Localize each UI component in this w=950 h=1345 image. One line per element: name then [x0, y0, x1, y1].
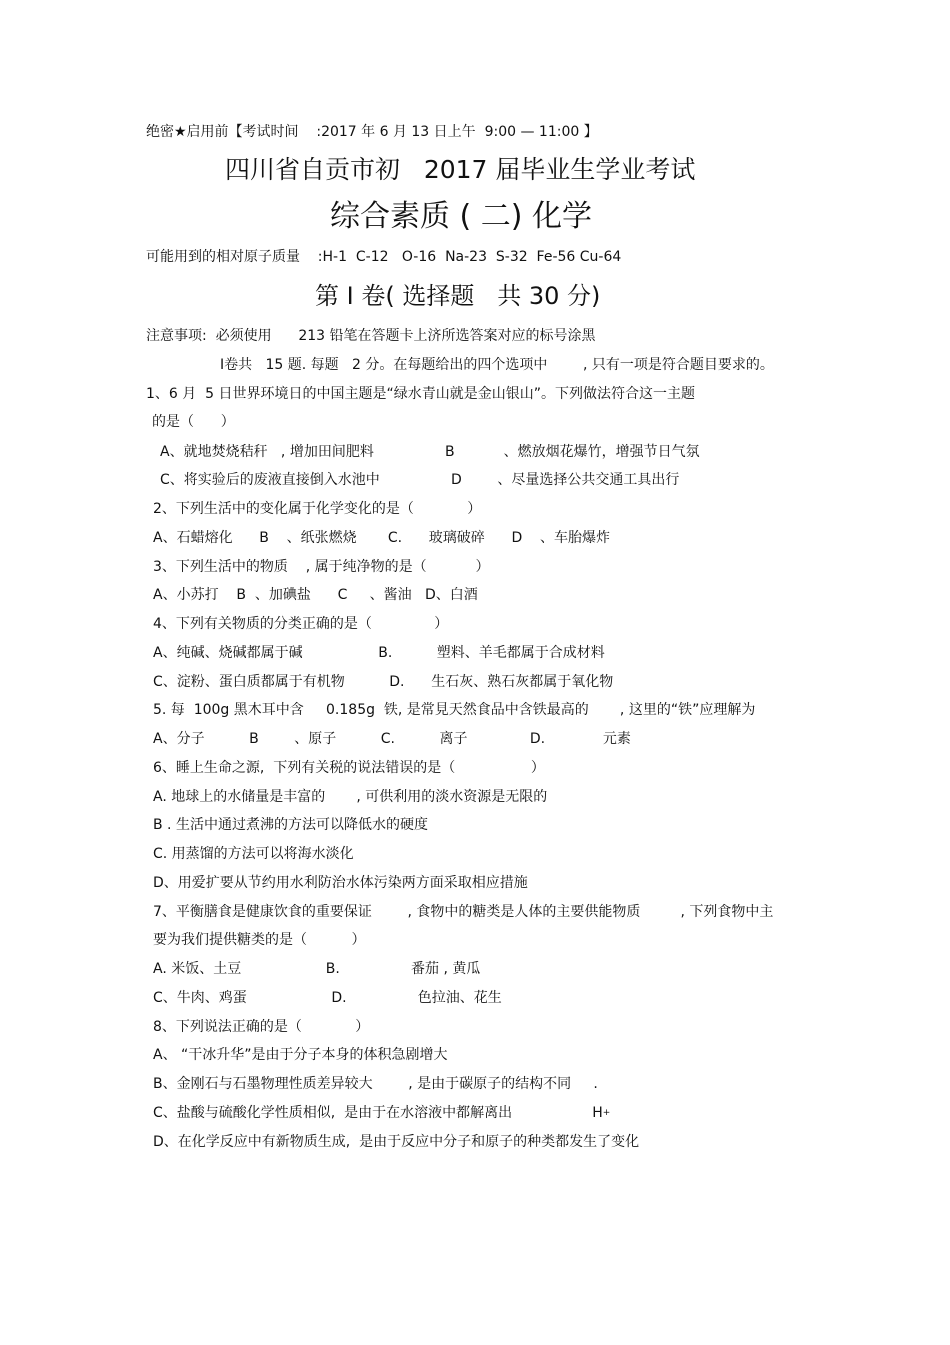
question-8-option-a: A、 “干冰升华”是由于分子本身的体积急剧增大: [153, 1047, 448, 1063]
question-5-options: A、分子 B 、原子 C. 离子 D. 元素: [153, 731, 631, 747]
question-6-option-c: C. 用蒸馏的方法可以将海水淡化: [153, 846, 354, 862]
question-7-stem-cont: 要为我们提供糖类的是（ ）: [153, 932, 366, 948]
section-title: 第 Ⅰ 卷( 选择题 共 30 分): [315, 282, 601, 310]
question-1-stem-cont: 的是（ ）: [152, 414, 235, 430]
instructions-line-1: 注意事项: 必须使用 213 铅笔在答题卡上济所选答案对应的标号涂黑: [146, 328, 596, 344]
question-4-options-ab: A、纯碱、烧碱都属于碱 B. 塑料、羊毛都属于合成材料: [153, 645, 605, 661]
question-8-stem: 8、下列说法正确的是（ ）: [153, 1019, 370, 1035]
question-1-options-ab: A、就地焚烧秸秆 , 增加田间肥料 B 、燃放烟花爆竹，增强节日气氛: [160, 444, 700, 460]
question-6-stem: 6、睡上生命之源, 下列有关税的说法错误的是（ ）: [153, 760, 545, 776]
question-7-options-ab: A. 米饭、土豆 B. 番茄 , 黄瓜: [153, 961, 481, 977]
question-5-stem: 5. 每 100g 黑木耳中含 0.185g 铁, 是常見天然食品中含铁最高的 , 这里的“铁”应理解为: [153, 702, 756, 718]
confidential-notice: 绝密★启用前【考试时间 :2017 年 6 月 13 日上午 9:00 — 11:00 】: [146, 124, 598, 140]
question-4-stem: 4、下列有关物质的分类正确的是（ ）: [153, 616, 449, 632]
question-2-stem: 2、下列生活中的变化属于化学变化的是（ ）: [153, 501, 482, 517]
question-1-stem: 1、6 月 5 日世界环境日的中国主题是“绿水青山就是金山银山”。下列做法符合这一主题: [146, 386, 696, 402]
question-3-stem: 3、下列生活中的物质 , 属于纯净物的是（ ）: [153, 559, 490, 575]
question-7-stem: 7、平衡膳食是健康饮食的重要保证 , 食物中的糖类是人体的主要供能物质 , 下列食物中主: [153, 904, 774, 920]
question-8-option-b: B、金刚石与石墨物理性质差异较大 , 是由于碳原子的结构不同 .: [153, 1076, 598, 1092]
exam-title: 四川省自贡市初 2017 届毕业生学业考试: [225, 155, 696, 184]
question-7-options-cd: C、牛肉、鸡蛋 D. 色拉油、花生: [153, 990, 502, 1006]
question-6-option-d: D、用爱扩要从节约用水利防治水体污染两方面采取相应措施: [153, 875, 528, 891]
hydrogen-ion-charge: +: [602, 1108, 611, 1118]
question-3-options: A、小苏打 B 、加碘盐 C 、酱油 D、白酒: [153, 587, 478, 603]
question-6-option-b: B . 生活中通过煮沸的方法可以降低水的硬度: [153, 817, 428, 833]
atomic-masses: 可能用到的相对原子质量 :H-1 C-12 O-16 Na-23 S-32 Fe-56 Cu-64: [146, 249, 622, 265]
question-1-options-cd: C、将实验后的废液直接倒入水池中 D 、尽量选择公共交通工具出行: [160, 472, 680, 488]
question-2-options: A、石蜡熔化 B 、纸张燃烧 C. 玻璃破碎 D 、车胎爆炸: [153, 530, 611, 546]
question-8-option-d: D、在化学反应中有新物质生成, 是由于反应中分子和原子的种类都发生了变化: [153, 1134, 640, 1150]
question-6-option-a: A. 地球上的水储量是丰富的 , 可供利用的淡水资源是无限的: [153, 789, 548, 805]
exam-subtitle: 综合素质 ( 二) 化学: [330, 199, 593, 234]
question-4-options-cd: C、淀粉、蛋白质都属于有机物 D. 生石灰、熟石灰都属于氧化物: [153, 674, 614, 690]
question-8-option-c-text: C、盐酸与硫酸化学性质相似, 是由于在水溶液中都解离出 H: [153, 1105, 603, 1121]
question-8-option-c: [153, 1104, 610, 1122]
instructions-line-2: Ⅰ卷共 15 题. 每题 2 分。在每题给出的四个选项中 , 只有一项是符合题目要求的。: [220, 357, 774, 373]
